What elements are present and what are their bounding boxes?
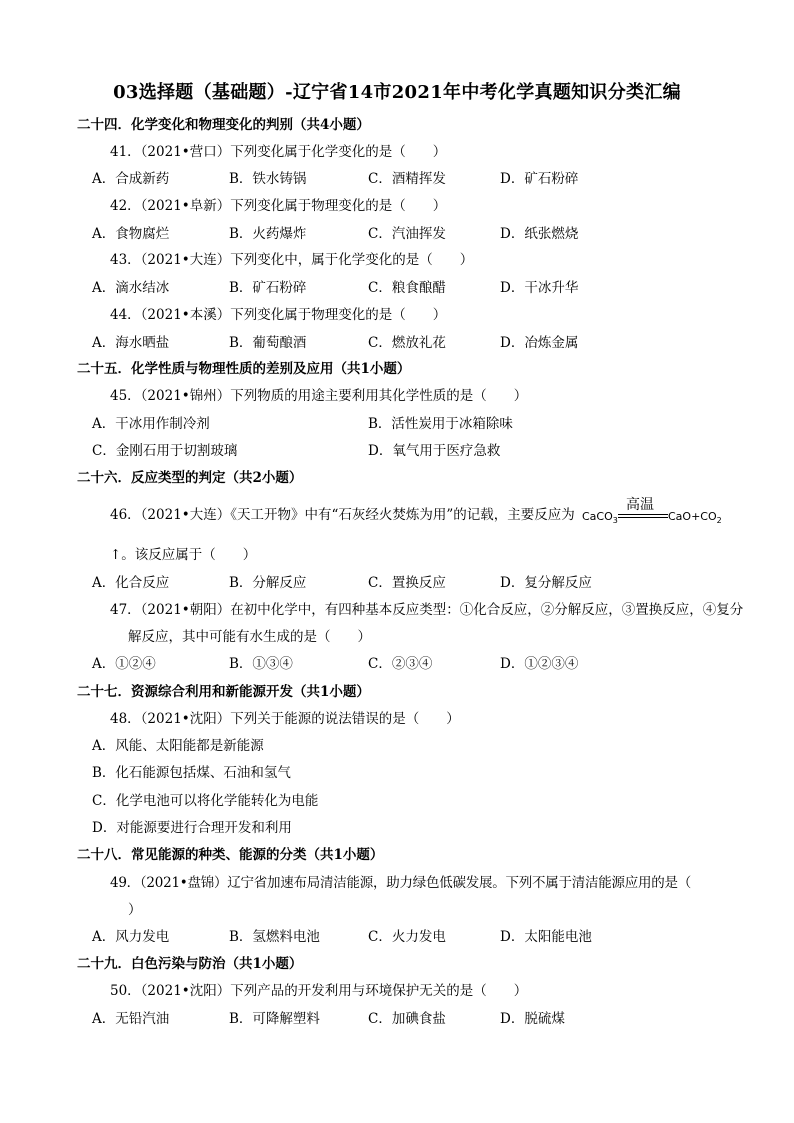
question-stem-49: 49．（2021•盘锦）辽宁省加速布局清洁能源，助力绿色低碳发展。下列不属于清洁能源应用的是（ <box>110 875 691 891</box>
option-d[interactable]: D．纸张燃烧 <box>500 226 579 242</box>
option-c[interactable]: C．粮食酿醋 <box>368 280 446 296</box>
option-d[interactable]: D．①②③④ <box>500 656 579 672</box>
question-stem-46: 46．（2021•大连）《天工开物》中有“石灰经火焚炼为用”的记载，主要反应为 <box>110 507 575 523</box>
option-b[interactable]: B．矿石粉碎 <box>229 280 307 296</box>
equation-equals-bottom <box>618 517 668 518</box>
section-heading-25: 二十五．化学性质与物理性质的差别及应用（共1小题） <box>77 361 411 377</box>
equation-equals-top <box>618 514 668 515</box>
question-stem-48: 48．（2021•沈阳）下列关于能源的说法错误的是（ ） <box>110 711 460 727</box>
section-heading-26: 二十六．反应类型的判定（共2小题） <box>77 470 303 486</box>
option-b[interactable]: B．活性炭用于冰箱除味 <box>368 416 513 432</box>
option-a[interactable]: A．①②④ <box>92 656 156 672</box>
option-d[interactable]: D．干冰升华 <box>500 280 579 296</box>
option-c[interactable]: C．燃放礼花 <box>368 335 446 351</box>
question-stem-44: 44．（2021•本溪）下列变化属于物理变化的是（ ） <box>110 307 447 323</box>
option-a[interactable]: A．合成新药 <box>92 171 170 187</box>
question-stem-49-cont: ） <box>128 902 142 918</box>
section-heading-27: 二十七．资源综合利用和新能源开发（共1小题） <box>77 684 370 700</box>
question-stem-45: 45．（2021•锦州）下列物质的用途主要利用其化学性质的是（ ） <box>110 388 528 404</box>
option-d[interactable]: D．脱硫煤 <box>500 1011 565 1027</box>
options-47 <box>92 655 732 673</box>
option-a[interactable]: A．风能、太阳能都是新能源 <box>92 738 264 754</box>
option-d[interactable]: D．冶炼金属 <box>500 335 579 351</box>
options-42 <box>92 225 732 243</box>
option-c[interactable]: C．酒精挥发 <box>368 171 446 187</box>
option-a[interactable]: A．滴水结冰 <box>92 280 170 296</box>
question-stem-46-cont: ↑。该反应属于（ ） <box>110 547 257 563</box>
option-a[interactable]: A．无铅汽油 <box>92 1011 170 1027</box>
equation-reactant: CaCO$_3$ <box>582 510 618 526</box>
options-49 <box>92 928 732 946</box>
question-stem-50: 50．（2021•沈阳）下列产品的开发利用与环境保护无关的是（ ） <box>110 983 528 999</box>
option-a[interactable]: A．食物腐烂 <box>92 226 170 242</box>
option-c[interactable]: C．化学电池可以将化学能转化为电能 <box>92 793 319 809</box>
option-c[interactable]: C．金刚石用于切割玻璃 <box>92 443 238 459</box>
option-c[interactable]: C．汽油挥发 <box>368 226 446 242</box>
option-c[interactable]: C．加碘食盐 <box>368 1011 446 1027</box>
options-41 <box>92 170 732 188</box>
option-b[interactable]: B．化石能源包括煤、石油和氢气 <box>92 765 291 781</box>
option-c[interactable]: C．②③④ <box>368 656 433 672</box>
section-heading-24: 二十四．化学变化和物理变化的判别（共4小题） <box>77 117 370 133</box>
option-b[interactable]: B．氢燃料电池 <box>229 929 320 945</box>
equation-condition: 高温 <box>626 497 654 513</box>
option-a[interactable]: A．干冰用作制冷剂 <box>92 416 210 432</box>
page-title: 03选择题（基础题）-辽宁省14市2021年中考化学真题知识分类汇编 <box>113 82 681 103</box>
options-46 <box>92 574 732 592</box>
option-b[interactable]: B．可降解塑料 <box>229 1011 320 1027</box>
options-43 <box>92 279 732 297</box>
option-b[interactable]: B．葡萄酿酒 <box>229 335 307 351</box>
option-c[interactable]: C．火力发电 <box>368 929 446 945</box>
options-45-row2 <box>92 442 732 460</box>
options-45-row1 <box>92 415 732 433</box>
option-d[interactable]: D．矿石粉碎 <box>500 171 579 187</box>
option-a[interactable]: A．风力发电 <box>92 929 170 945</box>
option-d[interactable]: D．复分解反应 <box>500 575 592 591</box>
option-a[interactable]: A．海水晒盐 <box>92 335 170 351</box>
equation-products: $CaO+CO_2$ <box>668 510 722 526</box>
option-d[interactable]: D．太阳能电池 <box>500 929 592 945</box>
option-a[interactable]: A．化合反应 <box>92 575 170 591</box>
question-stem-47-cont: 解反应，其中可能有水生成的是（ ） <box>128 629 371 645</box>
question-stem-41: 41．（2021•营口）下列变化属于化学变化的是（ ） <box>110 144 447 160</box>
option-b[interactable]: B．火药爆炸 <box>229 226 307 242</box>
options-50 <box>92 1010 732 1028</box>
question-stem-47: 47．（2021•朝阳）在初中化学中，有四种基本反应类型：①化合反应，②分解反应，③置换反应，④复分 <box>110 602 744 618</box>
option-c[interactable]: C．置换反应 <box>368 575 446 591</box>
option-d[interactable]: D．氧气用于医疗急救 <box>368 443 501 459</box>
section-heading-28: 二十八．常见能源的种类、能源的分类（共1小题） <box>77 847 384 863</box>
question-stem-43: 43．（2021•大连）下列变化中，属于化学变化的是（ ） <box>110 252 474 268</box>
question-stem-42: 42．（2021•阜新）下列变化属于物理变化的是（ ） <box>110 198 447 214</box>
option-d[interactable]: D．对能源要进行合理开发和利用 <box>92 820 292 836</box>
option-b[interactable]: B．分解反应 <box>229 575 307 591</box>
section-heading-29: 二十九．白色污染与防治（共1小题） <box>77 956 303 972</box>
option-b[interactable]: B．铁水铸锅 <box>229 171 307 187</box>
options-44 <box>92 334 732 352</box>
option-b[interactable]: B．①③④ <box>229 656 293 672</box>
